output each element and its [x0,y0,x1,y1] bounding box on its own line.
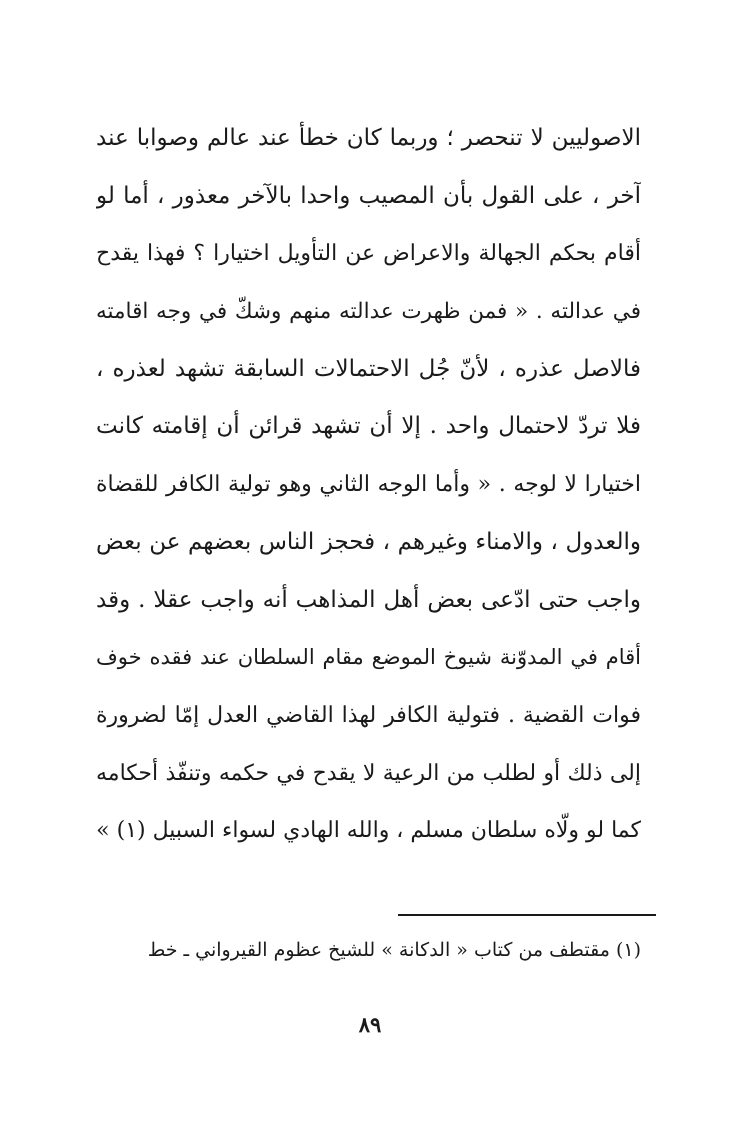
text-line: واجب حتى ادّعى بعض أهل المذاهب أنه واجب عقلا . وقد [96,586,641,613]
text-line: والعدول ، والامناء وغيرهم ، فحجز الناس بعضهم عن بعض [96,528,641,555]
footnote: (١) مقتطف من كتاب « الدكانة » للشيخ عظوم القيرواني ـ خط [147,939,641,961]
text-line: في عدالته . « فمن ظهرت عدالته منهم وشكّ في وجه اقامته [96,299,641,325]
text-line: آخر ، على القول بأن المصيب واحدا بالآخر معذور ، أما لو [96,182,641,209]
text-line: الاصوليين لا تنحصر ؛ وربما كان خطأ عند عالم وصوابا عند [96,125,641,151]
footnote-divider [398,914,656,916]
text-line: إلى ذلك أو لطلب من الرعية لا يقدح في حكمه وتنفّذ أحكامه [96,760,641,786]
text-line: فوات القضية . فتولية الكافر لهذا القاضي العدل إمّا لضرورة [96,702,641,728]
text-line: أقام في المدوّنة شيوخ الموضع مقام السلطان عند فقده خوف [96,645,641,670]
text-line: فلا تردّ لاحتمال واحد . إلا أن تشهد قرائن أن إقامته كانت [96,413,641,440]
page-number: ٨٩ [358,1012,382,1037]
text-line: اختيارا لا لوجه . « وأما الوجه الثاني وهو تولية الكافر للقضاة [96,472,641,498]
text-line: كما لو ولّاه سلطان مسلم ، والله الهادي لسواء السبيل (١) » [96,818,641,844]
text-line: فالاصل عذره ، لأنّ جُل الاحتمالات السابقة تشهد لعذره ، [96,355,641,382]
text-line: أقام بحكم الجهالة والاعراض عن التأويل اختيارا ؟ فهذا يقدح [96,241,641,267]
main-text-block [96,110,641,860]
